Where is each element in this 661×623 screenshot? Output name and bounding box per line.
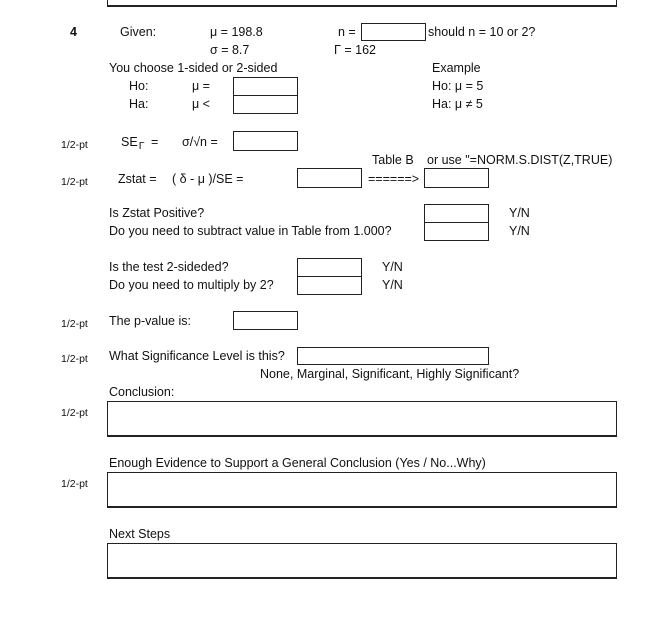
question-number: 4 <box>70 25 77 39</box>
zstat-input[interactable] <box>297 168 362 188</box>
zstat-positive-question: Is Zstat Positive? <box>109 206 205 220</box>
n-question: should n = 10 or 2? <box>428 25 536 39</box>
table-b-label: Table B <box>372 153 414 167</box>
se-input[interactable] <box>233 131 298 151</box>
se-label-text: SE <box>121 135 138 149</box>
two-sided-input[interactable] <box>297 258 362 277</box>
significance-input[interactable] <box>297 347 489 365</box>
se-points: 1/2-pt <box>61 139 88 151</box>
se-formula: σ/√n = <box>182 135 218 149</box>
two-sided-question: Is the test 2-sideded? <box>109 260 229 274</box>
significance-label: What Significance Level is this? <box>109 349 285 363</box>
zstat-label: Zstat = <box>118 172 157 186</box>
ha-mu: μ < <box>192 97 210 111</box>
zstat-positive-yn: Y/N <box>509 206 530 220</box>
zstat-formula: ( δ - μ )/SE = <box>172 172 244 186</box>
se-label <box>121 135 158 151</box>
example-ha: Ha: μ ≠ 5 <box>432 97 483 111</box>
se-subscript: Γ <box>138 140 145 152</box>
previous-section-box <box>107 0 617 7</box>
mu-given: μ = 198.8 <box>210 25 263 39</box>
se-equals: = <box>147 135 159 149</box>
multiply-question: Do you need to multiply by 2? <box>109 278 274 292</box>
n-input[interactable] <box>361 23 426 41</box>
two-sided-yn: Y/N <box>382 260 403 274</box>
table-arrow: ======> <box>368 172 420 186</box>
norm-dist-hint: or use "=NORM.S.DIST(Z,TRUE) <box>427 153 613 167</box>
multiply-yn: Y/N <box>382 278 403 292</box>
evidence-points: 1/2-pt <box>61 478 88 490</box>
significance-options: None, Marginal, Significant, Highly Significant? <box>260 367 520 381</box>
zstat-points: 1/2-pt <box>61 176 88 188</box>
evidence-label: Enough Evidence to Support a General Conclusion (Yes / No...Why) <box>109 456 486 470</box>
choose-sided-text: You choose 1-sided or 2-sided <box>109 61 278 75</box>
conclusion-input[interactable] <box>107 401 617 437</box>
ho-input[interactable] <box>233 77 298 96</box>
example-ho: Ho: μ = 5 <box>432 79 484 93</box>
evidence-input[interactable] <box>107 472 617 508</box>
r-given: Γ = 162 <box>334 43 376 57</box>
pvalue-input[interactable] <box>233 311 298 330</box>
multiply-input[interactable] <box>297 276 362 295</box>
conclusion-points: 1/2-pt <box>61 407 88 419</box>
zstat-positive-input[interactable] <box>424 204 489 223</box>
conclusion-label: Conclusion: <box>109 385 175 399</box>
sigma-given: σ = 8.7 <box>210 43 250 57</box>
next-steps-input[interactable] <box>107 543 617 579</box>
subtract-input[interactable] <box>424 222 489 241</box>
given-label: Given: <box>120 25 157 39</box>
subtract-question: Do you need to subtract value in Table from 1.000? <box>109 224 392 238</box>
table-value-input[interactable] <box>424 168 489 188</box>
ho-label: Ho: <box>129 79 149 93</box>
ha-label: Ha: <box>129 97 149 111</box>
ha-input[interactable] <box>233 95 298 114</box>
significance-points: 1/2-pt <box>61 353 88 365</box>
next-steps-label: Next Steps <box>109 527 171 541</box>
pvalue-label: The p-value is: <box>109 314 191 328</box>
ho-mu: μ = <box>192 79 210 93</box>
n-label: n = <box>338 25 356 39</box>
example-title: Example <box>432 61 481 75</box>
pvalue-points: 1/2-pt <box>61 318 88 330</box>
subtract-yn: Y/N <box>509 224 530 238</box>
